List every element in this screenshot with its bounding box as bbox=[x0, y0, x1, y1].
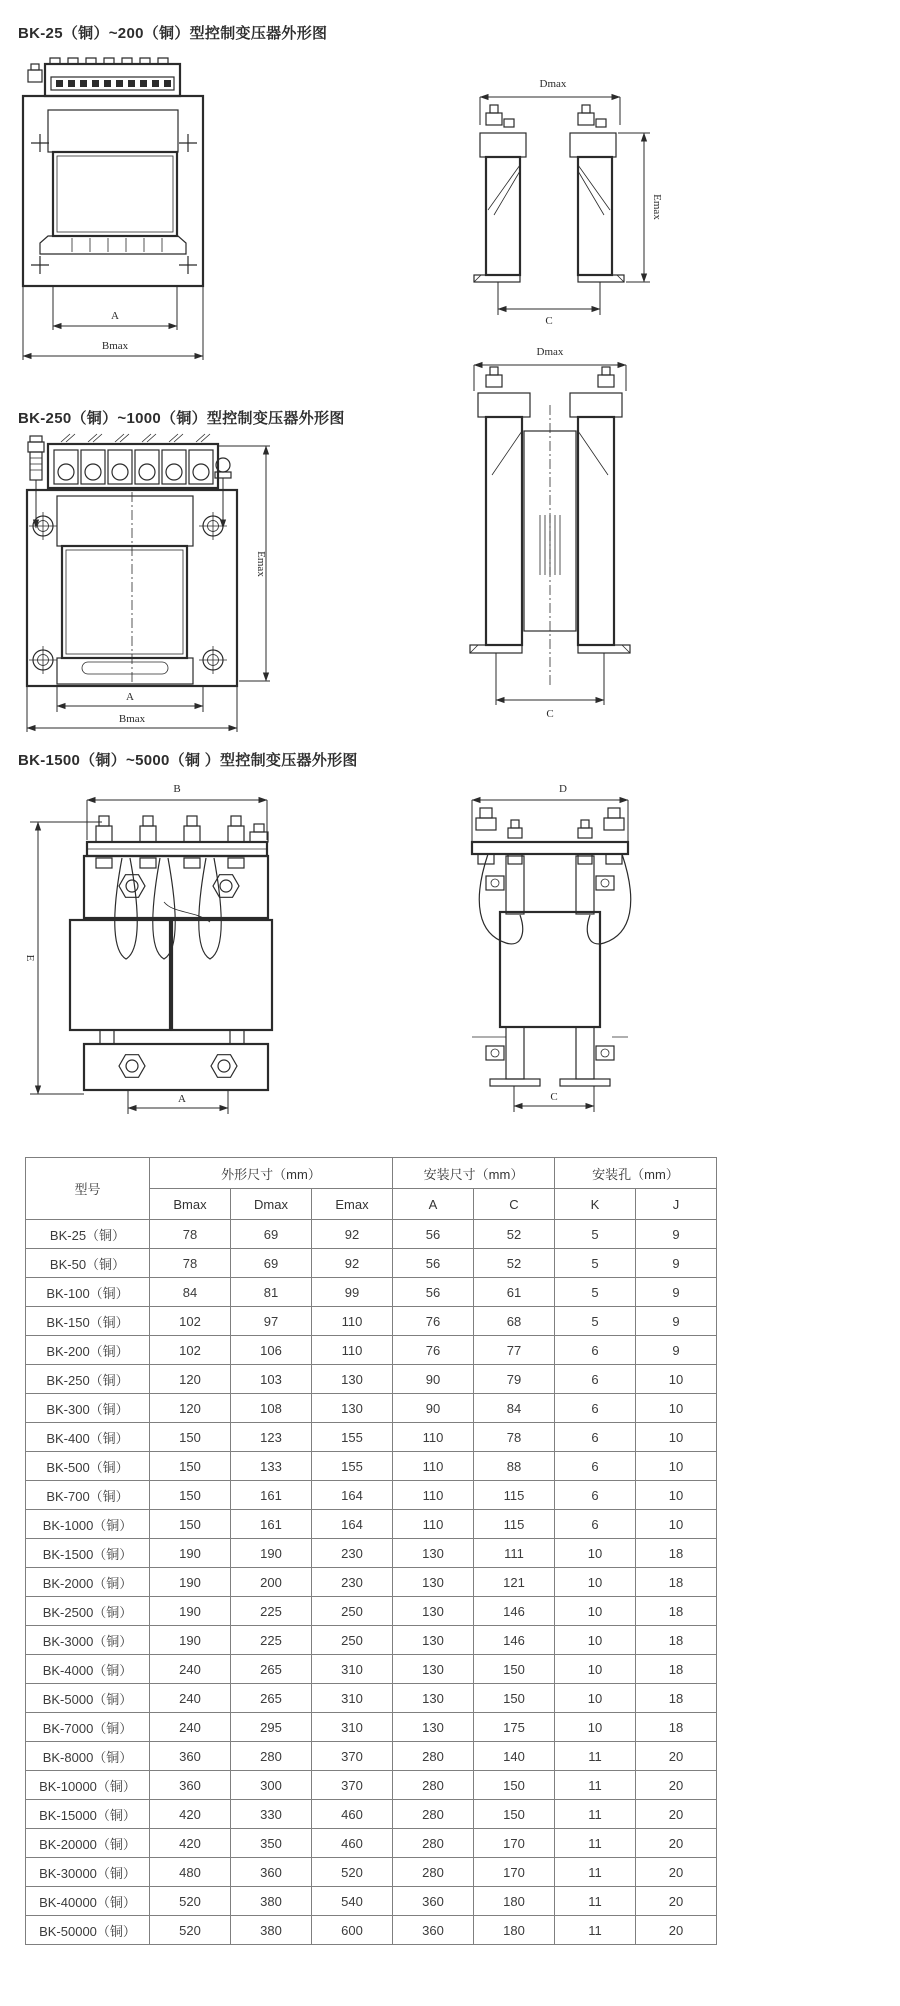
header-col-dmax: Dmax bbox=[231, 1189, 312, 1220]
value-cell: 164 bbox=[312, 1481, 393, 1510]
side-body bbox=[474, 105, 624, 282]
front-view-drawing-1 bbox=[22, 56, 207, 366]
table-row bbox=[26, 1568, 717, 1597]
value-cell: 130 bbox=[393, 1539, 474, 1568]
table-row bbox=[26, 1510, 717, 1539]
value-cell: 520 bbox=[150, 1916, 231, 1945]
value-cell: 240 bbox=[150, 1684, 231, 1713]
dim-label-e: E bbox=[24, 954, 36, 962]
value-cell: 150 bbox=[474, 1655, 555, 1684]
header-model: 型号 bbox=[26, 1158, 150, 1220]
table-row bbox=[26, 1249, 717, 1278]
model-cell: BK-20000（铜） bbox=[26, 1829, 150, 1858]
value-cell: 56 bbox=[393, 1278, 474, 1307]
value-cell: 56 bbox=[393, 1220, 474, 1249]
value-cell: 11 bbox=[555, 1742, 636, 1771]
value-cell: 9 bbox=[636, 1278, 717, 1307]
front-view-drawing-3 bbox=[14, 782, 284, 1116]
model-cell: BK-700（铜） bbox=[26, 1481, 150, 1510]
table-row bbox=[26, 1655, 717, 1684]
value-cell: 61 bbox=[474, 1278, 555, 1307]
value-cell: 20 bbox=[636, 1858, 717, 1887]
value-cell: 18 bbox=[636, 1684, 717, 1713]
value-cell: 330 bbox=[231, 1800, 312, 1829]
dim-label-c: C bbox=[545, 315, 553, 327]
value-cell: 360 bbox=[150, 1742, 231, 1771]
value-cell: 20 bbox=[636, 1800, 717, 1829]
value-cell: 420 bbox=[150, 1829, 231, 1858]
value-cell: 110 bbox=[393, 1510, 474, 1539]
value-cell: 10 bbox=[555, 1539, 636, 1568]
table-row bbox=[26, 1916, 717, 1945]
value-cell: 78 bbox=[150, 1220, 231, 1249]
value-cell: 121 bbox=[474, 1568, 555, 1597]
value-cell: 110 bbox=[393, 1423, 474, 1452]
table-header-group-row bbox=[26, 1158, 717, 1189]
value-cell: 280 bbox=[393, 1829, 474, 1858]
value-cell: 6 bbox=[555, 1481, 636, 1510]
model-cell: BK-5000（铜） bbox=[26, 1684, 150, 1713]
model-cell: BK-3000（铜） bbox=[26, 1626, 150, 1655]
value-cell: 155 bbox=[312, 1452, 393, 1481]
table-row bbox=[26, 1887, 717, 1916]
value-cell: 90 bbox=[393, 1394, 474, 1423]
value-cell: 520 bbox=[312, 1858, 393, 1887]
model-cell: BK-30000（铜） bbox=[26, 1858, 150, 1887]
value-cell: 540 bbox=[312, 1887, 393, 1916]
value-cell: 190 bbox=[231, 1539, 312, 1568]
value-cell: 10 bbox=[636, 1394, 717, 1423]
value-cell: 170 bbox=[474, 1858, 555, 1887]
value-cell: 6 bbox=[555, 1510, 636, 1539]
value-cell: 10 bbox=[555, 1597, 636, 1626]
value-cell: 69 bbox=[231, 1249, 312, 1278]
value-cell: 350 bbox=[231, 1829, 312, 1858]
value-cell: 310 bbox=[312, 1713, 393, 1742]
value-cell: 18 bbox=[636, 1597, 717, 1626]
model-cell: BK-15000（铜） bbox=[26, 1800, 150, 1829]
value-cell: 300 bbox=[231, 1771, 312, 1800]
value-cell: 10 bbox=[555, 1684, 636, 1713]
value-cell: 360 bbox=[393, 1916, 474, 1945]
value-cell: 18 bbox=[636, 1713, 717, 1742]
dim-label-d: D bbox=[559, 783, 567, 795]
value-cell: 20 bbox=[636, 1742, 717, 1771]
terminal-block bbox=[28, 58, 180, 96]
header-mounting-dims: 安装尺寸（mm） bbox=[393, 1158, 555, 1189]
table-row bbox=[26, 1481, 717, 1510]
value-cell: 106 bbox=[231, 1336, 312, 1365]
dim-label-c: C bbox=[550, 1091, 558, 1103]
value-cell: 10 bbox=[636, 1365, 717, 1394]
value-cell: 265 bbox=[231, 1655, 312, 1684]
model-cell: BK-50（铜） bbox=[26, 1249, 150, 1278]
value-cell: 130 bbox=[393, 1713, 474, 1742]
dimension-dmax bbox=[474, 346, 626, 391]
value-cell: 6 bbox=[555, 1365, 636, 1394]
value-cell: 20 bbox=[636, 1829, 717, 1858]
value-cell: 108 bbox=[231, 1394, 312, 1423]
value-cell: 5 bbox=[555, 1249, 636, 1278]
model-cell: BK-300（铜） bbox=[26, 1394, 150, 1423]
front-view-drawing-2 bbox=[20, 434, 280, 736]
value-cell: 295 bbox=[231, 1713, 312, 1742]
model-cell: BK-250（铜） bbox=[26, 1365, 150, 1394]
value-cell: 76 bbox=[393, 1307, 474, 1336]
value-cell: 250 bbox=[312, 1626, 393, 1655]
dimension-b bbox=[87, 783, 267, 840]
table-row bbox=[26, 1365, 717, 1394]
value-cell: 20 bbox=[636, 1771, 717, 1800]
model-cell: BK-400（铜） bbox=[26, 1423, 150, 1452]
dimension-emax bbox=[218, 446, 270, 681]
dim-label-a: A bbox=[178, 1093, 186, 1105]
model-cell: BK-25（铜） bbox=[26, 1220, 150, 1249]
table-row bbox=[26, 1829, 717, 1858]
value-cell: 280 bbox=[231, 1742, 312, 1771]
header-col-j: J bbox=[636, 1189, 717, 1220]
value-cell: 56 bbox=[393, 1249, 474, 1278]
value-cell: 150 bbox=[150, 1452, 231, 1481]
dim-label-bmax: Bmax bbox=[101, 340, 129, 352]
value-cell: 130 bbox=[393, 1568, 474, 1597]
value-cell: 76 bbox=[393, 1336, 474, 1365]
value-cell: 360 bbox=[231, 1858, 312, 1887]
value-cell: 99 bbox=[312, 1278, 393, 1307]
value-cell: 110 bbox=[393, 1452, 474, 1481]
value-cell: 11 bbox=[555, 1887, 636, 1916]
value-cell: 130 bbox=[312, 1365, 393, 1394]
dim-label-emax: Emax bbox=[255, 551, 267, 577]
table-row bbox=[26, 1597, 717, 1626]
value-cell: 600 bbox=[312, 1916, 393, 1945]
side-body bbox=[472, 808, 631, 1086]
value-cell: 9 bbox=[636, 1336, 717, 1365]
value-cell: 380 bbox=[231, 1887, 312, 1916]
value-cell: 81 bbox=[231, 1278, 312, 1307]
value-cell: 180 bbox=[474, 1887, 555, 1916]
side-view-drawing-2 bbox=[460, 345, 640, 730]
table-row bbox=[26, 1336, 717, 1365]
spec-table-body bbox=[26, 1158, 717, 1945]
value-cell: 77 bbox=[474, 1336, 555, 1365]
value-cell: 180 bbox=[474, 1916, 555, 1945]
value-cell: 6 bbox=[555, 1336, 636, 1365]
header-outline-dims: 外形尺寸（mm） bbox=[150, 1158, 393, 1189]
value-cell: 150 bbox=[150, 1481, 231, 1510]
transformer-body bbox=[70, 816, 272, 1090]
value-cell: 5 bbox=[555, 1307, 636, 1336]
value-cell: 84 bbox=[474, 1394, 555, 1423]
value-cell: 52 bbox=[474, 1249, 555, 1278]
spec-table bbox=[25, 1157, 717, 1945]
table-row bbox=[26, 1800, 717, 1829]
value-cell: 10 bbox=[636, 1452, 717, 1481]
value-cell: 79 bbox=[474, 1365, 555, 1394]
table-row bbox=[26, 1307, 717, 1336]
value-cell: 120 bbox=[150, 1365, 231, 1394]
dimension-c bbox=[498, 282, 600, 327]
table-row bbox=[26, 1394, 717, 1423]
model-cell: BK-2000（铜） bbox=[26, 1568, 150, 1597]
section-heading-3: BK-1500（铜）~5000（铜 ）型控制变压器外形图 bbox=[18, 752, 358, 769]
value-cell: 164 bbox=[312, 1510, 393, 1539]
header-col-emax: Emax bbox=[312, 1189, 393, 1220]
value-cell: 520 bbox=[150, 1887, 231, 1916]
value-cell: 20 bbox=[636, 1916, 717, 1945]
dim-label-c: C bbox=[546, 708, 554, 720]
value-cell: 9 bbox=[636, 1220, 717, 1249]
model-cell: BK-500（铜） bbox=[26, 1452, 150, 1481]
dim-label-a: A bbox=[111, 310, 119, 322]
model-cell: BK-10000（铜） bbox=[26, 1771, 150, 1800]
value-cell: 92 bbox=[312, 1220, 393, 1249]
value-cell: 420 bbox=[150, 1800, 231, 1829]
value-cell: 68 bbox=[474, 1307, 555, 1336]
value-cell: 370 bbox=[312, 1771, 393, 1800]
value-cell: 150 bbox=[474, 1684, 555, 1713]
value-cell: 102 bbox=[150, 1336, 231, 1365]
dim-label-a: A bbox=[126, 691, 134, 703]
value-cell: 6 bbox=[555, 1423, 636, 1452]
header-col-k: K bbox=[555, 1189, 636, 1220]
value-cell: 84 bbox=[150, 1278, 231, 1307]
transformer-body bbox=[23, 96, 203, 286]
table-row bbox=[26, 1742, 717, 1771]
table-row bbox=[26, 1858, 717, 1887]
value-cell: 110 bbox=[312, 1307, 393, 1336]
table-row bbox=[26, 1626, 717, 1655]
value-cell: 190 bbox=[150, 1539, 231, 1568]
section-heading-2: BK-250（铜）~1000（铜）型控制变压器外形图 bbox=[18, 410, 345, 427]
dimension-e bbox=[24, 822, 102, 1094]
value-cell: 90 bbox=[393, 1365, 474, 1394]
value-cell: 230 bbox=[312, 1568, 393, 1597]
value-cell: 280 bbox=[393, 1858, 474, 1887]
value-cell: 230 bbox=[312, 1539, 393, 1568]
value-cell: 280 bbox=[393, 1771, 474, 1800]
value-cell: 10 bbox=[555, 1626, 636, 1655]
value-cell: 190 bbox=[150, 1597, 231, 1626]
value-cell: 97 bbox=[231, 1307, 312, 1336]
value-cell: 460 bbox=[312, 1829, 393, 1858]
value-cell: 6 bbox=[555, 1452, 636, 1481]
table-row bbox=[26, 1220, 717, 1249]
dimension-a bbox=[53, 286, 177, 330]
model-cell: BK-1000（铜） bbox=[26, 1510, 150, 1539]
value-cell: 380 bbox=[231, 1916, 312, 1945]
value-cell: 111 bbox=[474, 1539, 555, 1568]
value-cell: 130 bbox=[393, 1655, 474, 1684]
value-cell: 18 bbox=[636, 1626, 717, 1655]
value-cell: 123 bbox=[231, 1423, 312, 1452]
value-cell: 10 bbox=[555, 1655, 636, 1684]
section-heading-1: BK-25（铜）~200（铜）型控制变压器外形图 bbox=[18, 25, 328, 42]
value-cell: 69 bbox=[231, 1220, 312, 1249]
side-view-drawing-3 bbox=[462, 782, 652, 1116]
value-cell: 102 bbox=[150, 1307, 231, 1336]
value-cell: 130 bbox=[312, 1394, 393, 1423]
value-cell: 11 bbox=[555, 1858, 636, 1887]
model-cell: BK-2500（铜） bbox=[26, 1597, 150, 1626]
value-cell: 190 bbox=[150, 1626, 231, 1655]
table-row bbox=[26, 1278, 717, 1307]
value-cell: 150 bbox=[474, 1771, 555, 1800]
value-cell: 200 bbox=[231, 1568, 312, 1597]
value-cell: 265 bbox=[231, 1684, 312, 1713]
value-cell: 130 bbox=[393, 1684, 474, 1713]
table-row bbox=[26, 1423, 717, 1452]
side-body bbox=[470, 367, 630, 685]
value-cell: 360 bbox=[150, 1771, 231, 1800]
value-cell: 18 bbox=[636, 1539, 717, 1568]
value-cell: 18 bbox=[636, 1655, 717, 1684]
model-cell: BK-4000（铜） bbox=[26, 1655, 150, 1684]
value-cell: 130 bbox=[393, 1597, 474, 1626]
header-mounting-holes: 安装孔（mm） bbox=[555, 1158, 717, 1189]
transformer-body bbox=[27, 490, 237, 686]
table-row bbox=[26, 1539, 717, 1568]
header-col-a: A bbox=[393, 1189, 474, 1220]
value-cell: 18 bbox=[636, 1568, 717, 1597]
table-row bbox=[26, 1713, 717, 1742]
value-cell: 310 bbox=[312, 1655, 393, 1684]
value-cell: 480 bbox=[150, 1858, 231, 1887]
value-cell: 460 bbox=[312, 1800, 393, 1829]
model-cell: BK-50000（铜） bbox=[26, 1916, 150, 1945]
table-row bbox=[26, 1684, 717, 1713]
value-cell: 110 bbox=[312, 1336, 393, 1365]
table-row bbox=[26, 1452, 717, 1481]
value-cell: 240 bbox=[150, 1655, 231, 1684]
value-cell: 10 bbox=[636, 1510, 717, 1539]
value-cell: 11 bbox=[555, 1829, 636, 1858]
value-cell: 103 bbox=[231, 1365, 312, 1394]
value-cell: 150 bbox=[150, 1423, 231, 1452]
value-cell: 52 bbox=[474, 1220, 555, 1249]
value-cell: 146 bbox=[474, 1626, 555, 1655]
dimension-c bbox=[514, 1086, 594, 1112]
model-cell: BK-150（铜） bbox=[26, 1307, 150, 1336]
value-cell: 280 bbox=[393, 1800, 474, 1829]
table-row bbox=[26, 1771, 717, 1800]
value-cell: 130 bbox=[393, 1626, 474, 1655]
dimension-a bbox=[57, 686, 203, 712]
dimension-bmax bbox=[23, 286, 203, 360]
value-cell: 10 bbox=[636, 1423, 717, 1452]
value-cell: 150 bbox=[150, 1510, 231, 1539]
value-cell: 146 bbox=[474, 1597, 555, 1626]
dimension-a bbox=[128, 1090, 228, 1114]
value-cell: 370 bbox=[312, 1742, 393, 1771]
model-cell: BK-1500（铜） bbox=[26, 1539, 150, 1568]
dimension-emax bbox=[618, 133, 663, 282]
dimension-dmax bbox=[480, 78, 620, 125]
terminal-strip bbox=[28, 434, 231, 528]
value-cell: 310 bbox=[312, 1684, 393, 1713]
value-cell: 161 bbox=[231, 1510, 312, 1539]
value-cell: 11 bbox=[555, 1800, 636, 1829]
value-cell: 92 bbox=[312, 1249, 393, 1278]
value-cell: 170 bbox=[474, 1829, 555, 1858]
model-cell: BK-100（铜） bbox=[26, 1278, 150, 1307]
model-cell: BK-40000（铜） bbox=[26, 1887, 150, 1916]
value-cell: 150 bbox=[474, 1800, 555, 1829]
value-cell: 9 bbox=[636, 1307, 717, 1336]
value-cell: 155 bbox=[312, 1423, 393, 1452]
value-cell: 280 bbox=[393, 1742, 474, 1771]
value-cell: 9 bbox=[636, 1249, 717, 1278]
value-cell: 11 bbox=[555, 1771, 636, 1800]
value-cell: 175 bbox=[474, 1713, 555, 1742]
value-cell: 225 bbox=[231, 1626, 312, 1655]
value-cell: 115 bbox=[474, 1481, 555, 1510]
value-cell: 161 bbox=[231, 1481, 312, 1510]
value-cell: 11 bbox=[555, 1916, 636, 1945]
dim-label-bmax: Bmax bbox=[118, 713, 146, 725]
value-cell: 133 bbox=[231, 1452, 312, 1481]
header-col-c: C bbox=[474, 1189, 555, 1220]
value-cell: 115 bbox=[474, 1510, 555, 1539]
value-cell: 20 bbox=[636, 1887, 717, 1916]
value-cell: 10 bbox=[555, 1713, 636, 1742]
dim-label-dmax: Dmax bbox=[539, 78, 567, 90]
value-cell: 88 bbox=[474, 1452, 555, 1481]
value-cell: 5 bbox=[555, 1278, 636, 1307]
value-cell: 240 bbox=[150, 1713, 231, 1742]
value-cell: 120 bbox=[150, 1394, 231, 1423]
value-cell: 225 bbox=[231, 1597, 312, 1626]
value-cell: 5 bbox=[555, 1220, 636, 1249]
value-cell: 140 bbox=[474, 1742, 555, 1771]
header-col-bmax: Bmax bbox=[150, 1189, 231, 1220]
model-cell: BK-8000（铜） bbox=[26, 1742, 150, 1771]
value-cell: 78 bbox=[150, 1249, 231, 1278]
value-cell: 360 bbox=[393, 1887, 474, 1916]
side-view-drawing-1 bbox=[458, 75, 663, 330]
dim-label-b: B bbox=[173, 783, 181, 795]
value-cell: 190 bbox=[150, 1568, 231, 1597]
model-cell: BK-7000（铜） bbox=[26, 1713, 150, 1742]
value-cell: 110 bbox=[393, 1481, 474, 1510]
value-cell: 10 bbox=[555, 1568, 636, 1597]
model-cell: BK-200（铜） bbox=[26, 1336, 150, 1365]
value-cell: 10 bbox=[636, 1481, 717, 1510]
value-cell: 78 bbox=[474, 1423, 555, 1452]
value-cell: 6 bbox=[555, 1394, 636, 1423]
value-cell: 250 bbox=[312, 1597, 393, 1626]
dim-label-dmax: Dmax bbox=[536, 346, 564, 358]
dimension-d bbox=[472, 783, 628, 842]
dim-label-emax: Emax bbox=[651, 194, 663, 220]
